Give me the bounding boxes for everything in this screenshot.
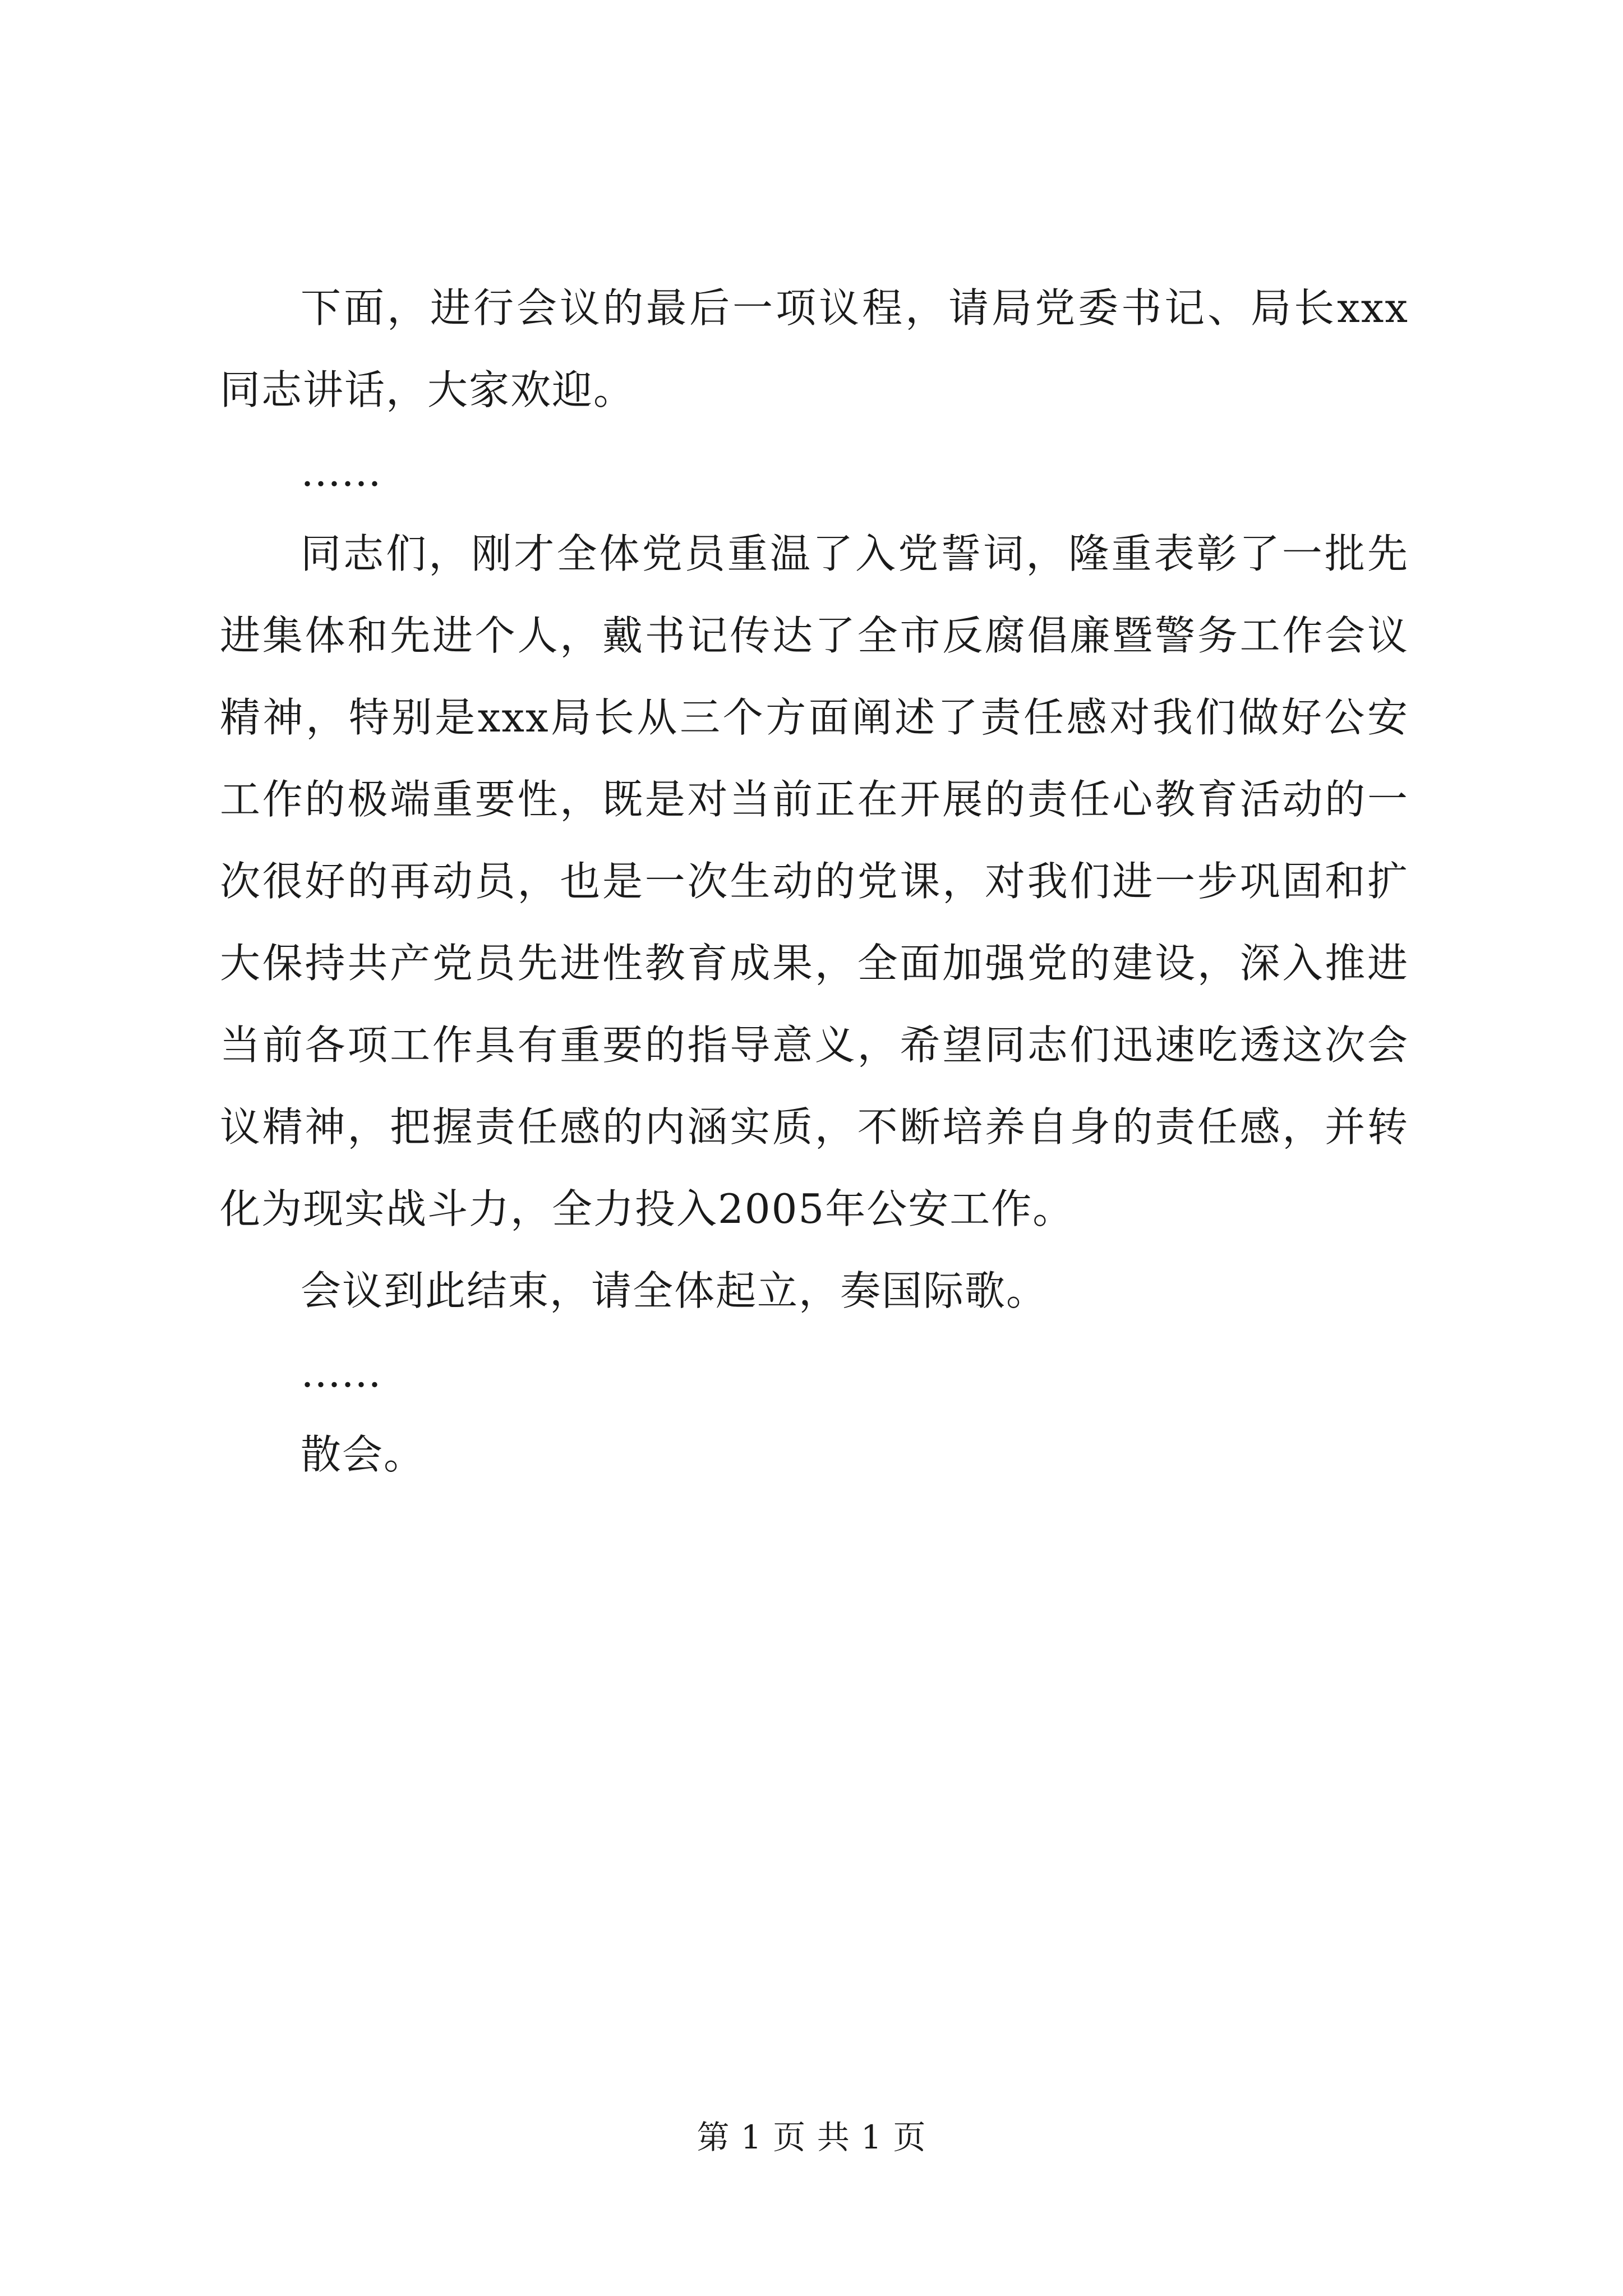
paragraph-ellipsis-1: …… bbox=[301, 448, 381, 495]
page-footer: 第 1 页 共 1 页 bbox=[697, 2118, 926, 2156]
paragraph-ellipsis-2: …… bbox=[301, 1349, 381, 1396]
paragraph-adjourn: 散会。 bbox=[301, 1431, 426, 1478]
paragraph-meeting-end: 会议到此结束，请全体起立，奏国际歌。 bbox=[301, 1267, 1048, 1314]
document-body bbox=[220, 267, 1409, 1496]
paragraph-summary-speech: 同志们，刚才全体党员重温了入党誓词，隆重表彰了一批先进集体和先进个人，戴书记传达了全市反腐倡廉暨警务工作会议精神，特别是xxx局长从三个方面阐述了责任感对我们做好公安工作的极端重要性，既是对当前正在开展的责任心教育活动的一次很好的再动员，也是一次生动的党课，对我们进一步巩固和扩大保持共产党员先进性教育成果，全面加强党的建设，深入推进当前各项工作具有重要的指导意义，希望同志们迅速吃透这次会议精神，把握责任感的内涵实质，不断培养自身的责任感，并转化为现实战斗力，全力投入2005年公安工作。 bbox=[220, 530, 1409, 1232]
paragraph-closing-agenda: 下面，进行会议的最后一项议程，请局党委书记、局长xxx同志讲话，大家欢迎。 bbox=[220, 284, 1409, 413]
